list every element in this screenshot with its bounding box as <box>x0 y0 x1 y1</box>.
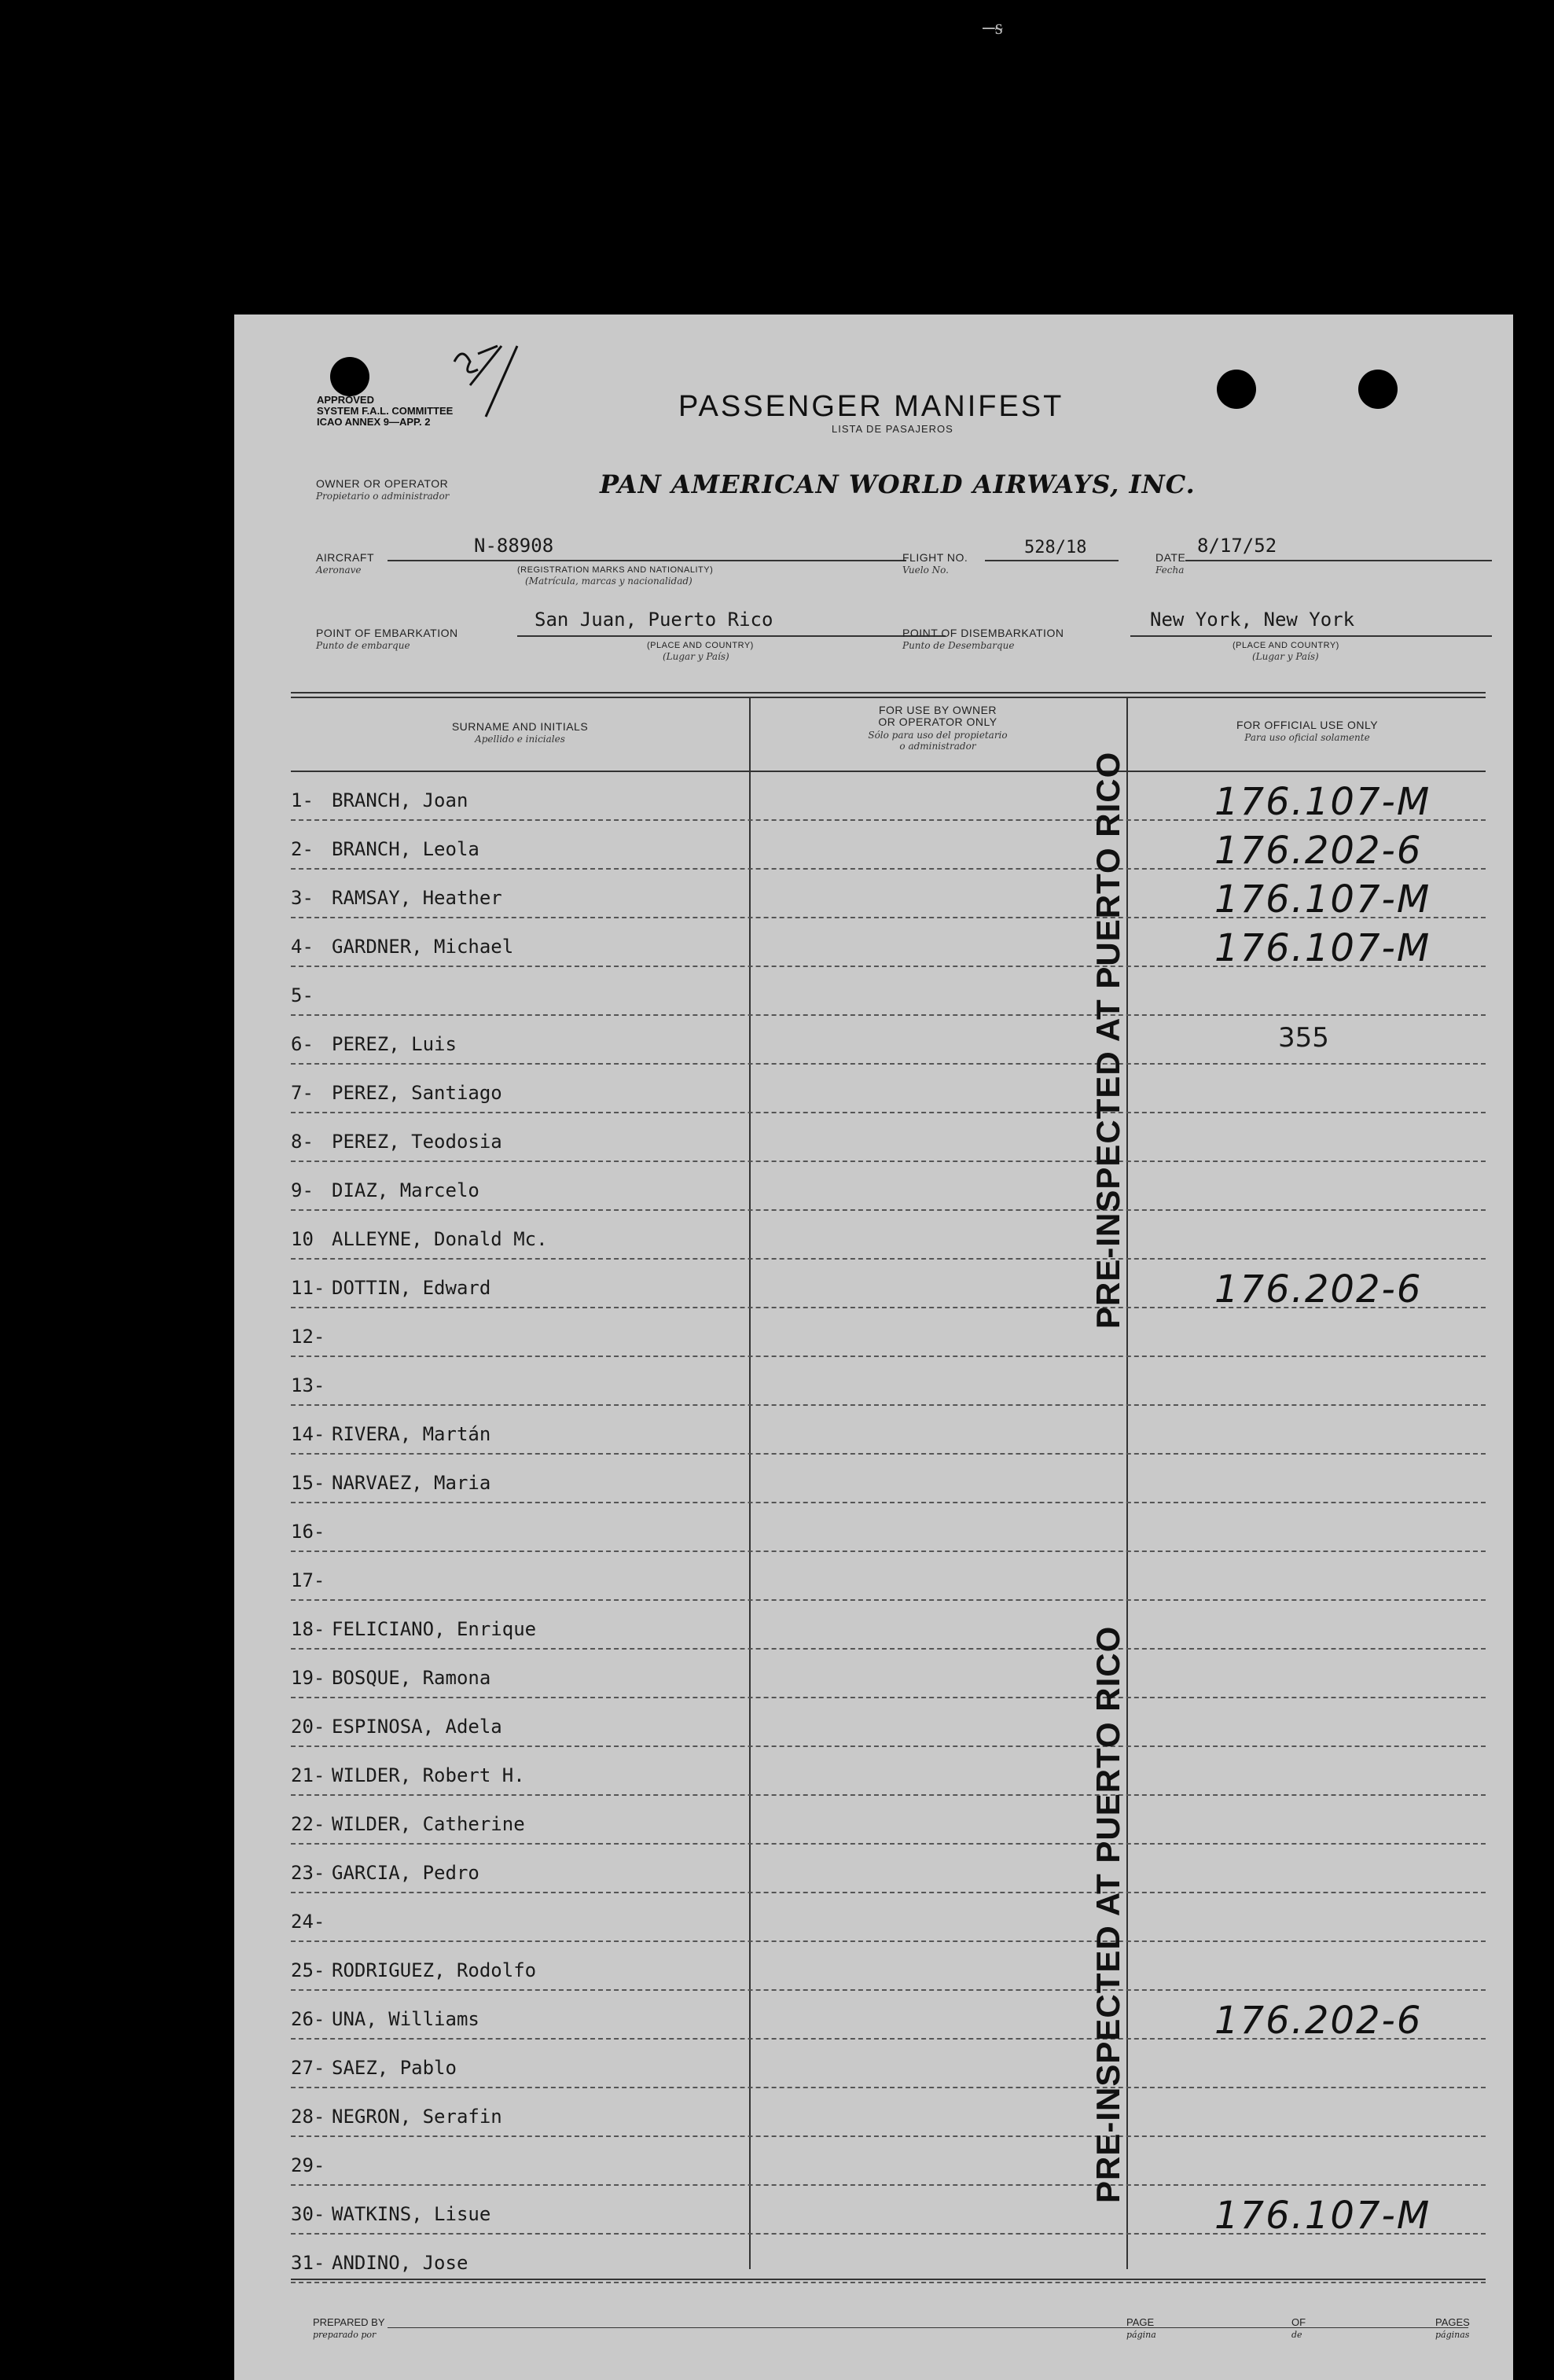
row-number: 14- <box>291 1423 325 1445</box>
passenger-name: ANDINO, Jose <box>332 2252 468 2274</box>
passenger-name: ESPINOSA, Adela <box>332 1716 502 1738</box>
passenger-name: PEREZ, Luis <box>332 1033 457 1055</box>
aircraft-label: AIRCRAFT <box>316 551 374 564</box>
passenger-name: FELICIANO, Enrique <box>332 1618 537 1640</box>
col-header-official-es: Para uso oficial solamente <box>1244 732 1370 743</box>
prepared-by-label: PREPARED BY preparado por <box>313 2316 385 2340</box>
passenger-name: NARVAEZ, Maria <box>332 1472 491 1494</box>
table-row <box>291 2040 1486 2088</box>
initials-scribble <box>423 338 525 425</box>
flight-label-es: Vuelo No. <box>902 565 949 576</box>
page-subtitle: LISTA DE PASAJEROS <box>832 423 953 435</box>
table-row <box>291 821 1486 873</box>
passenger-name: RAMSAY, Heather <box>332 887 502 909</box>
of-label: OF de <box>1291 2316 1306 2340</box>
table-row <box>291 1942 1486 1991</box>
pages-label: PAGES páginas <box>1435 2316 1470 2340</box>
registration-note: (REGISTRATION MARKS AND NATIONALITY) <box>517 565 714 575</box>
table-row <box>291 1357 1486 1406</box>
passenger-name: ALLEYNE, Donald Mc. <box>332 1228 548 1250</box>
official-code: 176.202-6 <box>1214 829 1423 873</box>
table-row <box>291 2137 1486 2186</box>
row-number: 23- <box>291 1862 325 1884</box>
row-number: 18- <box>291 1618 325 1640</box>
table-row <box>291 1991 1486 2043</box>
table-top-rule <box>291 692 1486 693</box>
place-note: (PLACE AND COUNTRY) <box>647 641 754 650</box>
passenger-name: RODRIGUEZ, Rodolfo <box>332 1959 537 1981</box>
table-row <box>291 870 1486 921</box>
passenger-name: SAEZ, Pablo <box>332 2057 457 2079</box>
row-number: 19- <box>291 1667 325 1689</box>
field-underline <box>985 560 1119 561</box>
row-number: 24- <box>291 1911 325 1933</box>
field-underline <box>388 2327 1468 2328</box>
row-number: 17- <box>291 1569 325 1591</box>
date-label: DATE <box>1155 551 1186 564</box>
aircraft-value: N-88908 <box>474 535 554 557</box>
row-number: 6- <box>291 1033 314 1055</box>
row-number: 2- <box>291 838 314 860</box>
manifest-sheet <box>234 315 1513 2380</box>
passenger-name: WILDER, Catherine <box>332 1813 525 1835</box>
passenger-name: GARDNER, Michael <box>332 936 514 958</box>
table-row <box>291 918 1486 970</box>
passenger-name: BRANCH, Leola <box>332 838 479 860</box>
approval-block: APPROVED SYSTEM F.A.L. COMMITTEE ICAO ANNEX 9—APP. 2 <box>317 394 454 428</box>
table-row <box>291 1260 1486 1311</box>
official-code: 176.107-M <box>1214 877 1431 921</box>
table-row <box>291 1845 1486 1893</box>
table-row <box>291 1503 1486 1552</box>
disembarkation-label-es: Punto de Desembarque <box>902 640 1015 651</box>
official-note: 355 <box>1278 1022 1329 1054</box>
pre-inspected-stamp: PRE-INSPECTED AT PUERTO RICO <box>1089 1625 1126 2203</box>
date-value: 8/17/52 <box>1197 535 1277 557</box>
row-number: 25- <box>291 1959 325 1981</box>
table-row <box>291 1552 1486 1601</box>
row-number: 16- <box>291 1521 325 1543</box>
table-top-rule <box>291 697 1486 698</box>
punch-hole <box>1358 370 1398 409</box>
row-number: 27- <box>291 2057 325 2079</box>
col-header-owner: FOR USE BY OWNER OR OPERATOR ONLY <box>878 704 997 728</box>
row-number: 5- <box>291 984 314 1006</box>
row-number: 9- <box>291 1179 314 1201</box>
col-header-owner-es: Sólo para uso del propietario o administrador <box>868 730 1008 752</box>
table-row <box>291 2088 1486 2137</box>
official-code: 176.107-M <box>1214 2194 1431 2238</box>
row-number: 1- <box>291 789 314 811</box>
table-row <box>291 1065 1486 1113</box>
official-code: 176.107-M <box>1214 780 1431 824</box>
disembarkation-label: POINT OF DISEMBARKATION <box>902 627 1064 639</box>
punch-hole <box>1217 370 1256 409</box>
col-header-official: FOR OFFICIAL USE ONLY <box>1236 719 1379 731</box>
passenger-name: RIVERA, Martán <box>332 1423 491 1445</box>
owner-label-es: Propietario o administrador <box>316 491 450 502</box>
aircraft-label-es: Aeronave <box>316 565 362 576</box>
passenger-name: WATKINS, Lisue <box>332 2203 491 2225</box>
row-number: 4- <box>291 936 314 958</box>
embarkation-value: San Juan, Puerto Rico <box>535 609 773 631</box>
field-underline <box>1130 635 1492 637</box>
passenger-name: GARCIA, Pedro <box>332 1862 479 1884</box>
table-row <box>291 1747 1486 1796</box>
embarkation-label: POINT OF EMBARKATION <box>316 627 458 639</box>
embarkation-label-es: Punto de embarque <box>316 640 410 651</box>
row-number: 3- <box>291 887 314 909</box>
row-number: 26- <box>291 2008 325 2030</box>
field-underline <box>517 635 946 637</box>
table-row <box>291 1162 1486 1211</box>
table-row <box>291 1406 1486 1455</box>
row-number: 30- <box>291 2203 325 2225</box>
flight-label: FLIGHT NO. <box>902 551 968 564</box>
flight-value: 528/18 <box>1024 538 1087 557</box>
table-row <box>291 1698 1486 1747</box>
owner-label: OWNER OR OPERATOR <box>316 477 449 490</box>
place-note-2-es: (Lugar y País) <box>1252 651 1319 662</box>
operator-name: PAN AMERICAN WORLD AIRWAYS, INC. <box>600 469 1196 499</box>
disembarkation-value: New York, New York <box>1150 609 1355 631</box>
row-number: 10 <box>291 1228 314 1250</box>
punch-hole <box>330 357 369 396</box>
official-code: 176.202-6 <box>1214 1267 1423 1311</box>
date-label-es: Fecha <box>1155 565 1185 576</box>
row-rule <box>291 2282 1486 2283</box>
passenger-name: BOSQUE, Ramona <box>332 1667 491 1689</box>
table-row <box>291 772 1486 824</box>
place-note-es: (Lugar y País) <box>663 651 729 662</box>
row-number: 22- <box>291 1813 325 1835</box>
row-number: 8- <box>291 1131 314 1153</box>
page-title: PASSENGER MANIFEST <box>678 390 1064 423</box>
row-number: 7- <box>291 1082 314 1104</box>
table-row <box>291 2186 1486 2238</box>
passenger-name: DIAZ, Marcelo <box>332 1179 479 1201</box>
col-header-name: SURNAME AND INITIALS <box>451 720 589 733</box>
passenger-name: PEREZ, Teodosia <box>332 1131 502 1153</box>
pre-inspected-stamp: PRE-INSPECTED AT PUERTO RICO <box>1089 751 1126 1329</box>
row-number: 28- <box>291 2106 325 2128</box>
table-row <box>291 1601 1486 1650</box>
passenger-name: BRANCH, Joan <box>332 789 468 811</box>
row-number: 12- <box>291 1326 325 1348</box>
official-code: 176.107-M <box>1214 926 1431 970</box>
row-number: 13- <box>291 1374 325 1396</box>
passenger-name: UNA, Williams <box>332 2008 479 2030</box>
row-number: 11- <box>291 1277 325 1299</box>
row-number: 29- <box>291 2154 325 2176</box>
table-row <box>291 967 1486 1016</box>
field-underline <box>388 560 906 561</box>
row-number: 31- <box>291 2252 325 2274</box>
row-number: 20- <box>291 1716 325 1738</box>
page-label: PAGE página <box>1126 2316 1156 2340</box>
passenger-name: DOTTIN, Edward <box>332 1277 491 1299</box>
table-row <box>291 1455 1486 1503</box>
table-row <box>291 2235 1486 2283</box>
table-row <box>291 1893 1486 1942</box>
official-code: 176.202-6 <box>1214 1999 1423 2043</box>
row-number: 15- <box>291 1472 325 1494</box>
table-row <box>291 1650 1486 1698</box>
passenger-name: NEGRON, Serafin <box>332 2106 502 2128</box>
col-header-name-es: Apellido e iniciales <box>475 734 565 745</box>
table-row <box>291 1308 1486 1357</box>
row-number: 21- <box>291 1764 325 1786</box>
edge-mark: —ᵴ <box>983 16 1003 39</box>
passenger-name: WILDER, Robert H. <box>332 1764 525 1786</box>
passenger-name: PEREZ, Santiago <box>332 1082 502 1104</box>
table-row <box>291 1796 1486 1845</box>
field-underline <box>1185 560 1492 561</box>
place-note-2: (PLACE AND COUNTRY) <box>1233 641 1339 650</box>
table-row <box>291 1113 1486 1162</box>
registration-note-es: (Matrícula, marcas y nacionalidad) <box>525 576 693 587</box>
table-row <box>291 1211 1486 1260</box>
